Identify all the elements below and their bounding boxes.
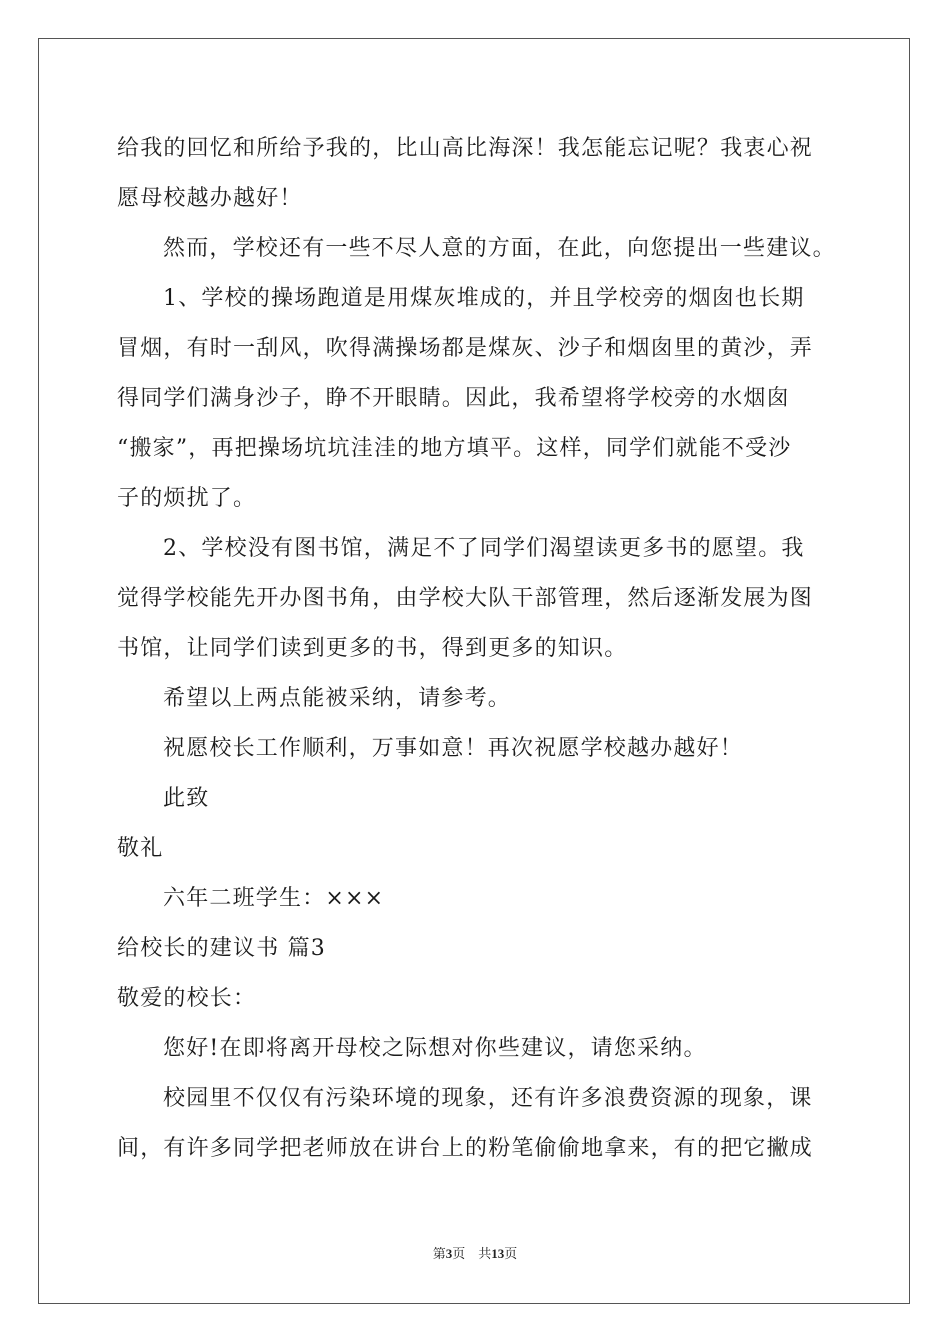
page-footer <box>0 1245 950 1263</box>
text-line: 觉得学校能先开办图书角，由学校大队干部管理，然后逐渐发展为图 <box>117 586 814 611</box>
paragraph-line: 校园里不仅仅有污染环境的现象，还有许多浪费资源的现象，课 <box>163 1086 813 1111</box>
greeting-line: 敬爱的校长： <box>117 986 257 1011</box>
text-line: 冒烟，有时一刮风，吹得满操场都是煤灰、沙子和烟囱里的黄沙，弄 <box>117 336 814 361</box>
text-line: 书馆，让同学们读到更多的书，得到更多的知识。 <box>117 636 628 661</box>
text-line: 给我的回忆和所给予我的，比山高比海深！我怎能忘记呢？我衷心祝 <box>117 136 814 161</box>
total-prefix: 共 <box>478 1246 492 1261</box>
text-line: 间，有许多同学把老师放在讲台上的粉笔偷偷地拿来，有的把它撇成 <box>117 1136 814 1161</box>
page-prefix: 第 <box>432 1246 446 1261</box>
paragraph-line: 2、学校没有图书馆，满足不了同学们渴望读更多书的愿望。我 <box>163 536 805 561</box>
paragraph-line: 希望以上两点能被采纳，请参考。 <box>163 686 512 711</box>
total-pages: 13 <box>491 1246 505 1261</box>
closing-line: 此致 <box>163 786 210 811</box>
paragraph-line: 您好!在即将离开母校之际想对你些建议，请您采纳。 <box>163 1036 707 1061</box>
text-line: 愿母校越办越好！ <box>117 186 303 211</box>
paragraph-line: 1、学校的操场跑道是用煤灰堆成的，并且学校旁的烟囱也长期 <box>163 286 805 311</box>
salutation-line: 敬礼 <box>117 836 164 861</box>
page-number: 3 <box>445 1246 453 1261</box>
page-border <box>38 38 910 1304</box>
signature-line: 六年二班学生：××× <box>163 886 385 911</box>
text-line: 得同学们满身沙子，睁不开眼睛。因此，我希望将学校旁的水烟囱 <box>117 386 790 411</box>
text-line: 子的烦扰了。 <box>117 486 257 511</box>
paragraph-line: 祝愿校长工作顺利，万事如意！再次祝愿学校越办越好！ <box>163 736 744 761</box>
paragraph-line: 然而，学校还有一些不尽人意的方面，在此，向您提出一些建议。 <box>163 236 836 261</box>
total-suffix: 页 <box>504 1246 518 1261</box>
section-heading: 给校长的建议书 篇3 <box>117 936 326 961</box>
page-suffix: 页 <box>452 1246 466 1261</box>
text-line: “搬家”，再把操场坑坑洼洼的地方填平。这样，同学们就能不受沙 <box>117 436 792 461</box>
